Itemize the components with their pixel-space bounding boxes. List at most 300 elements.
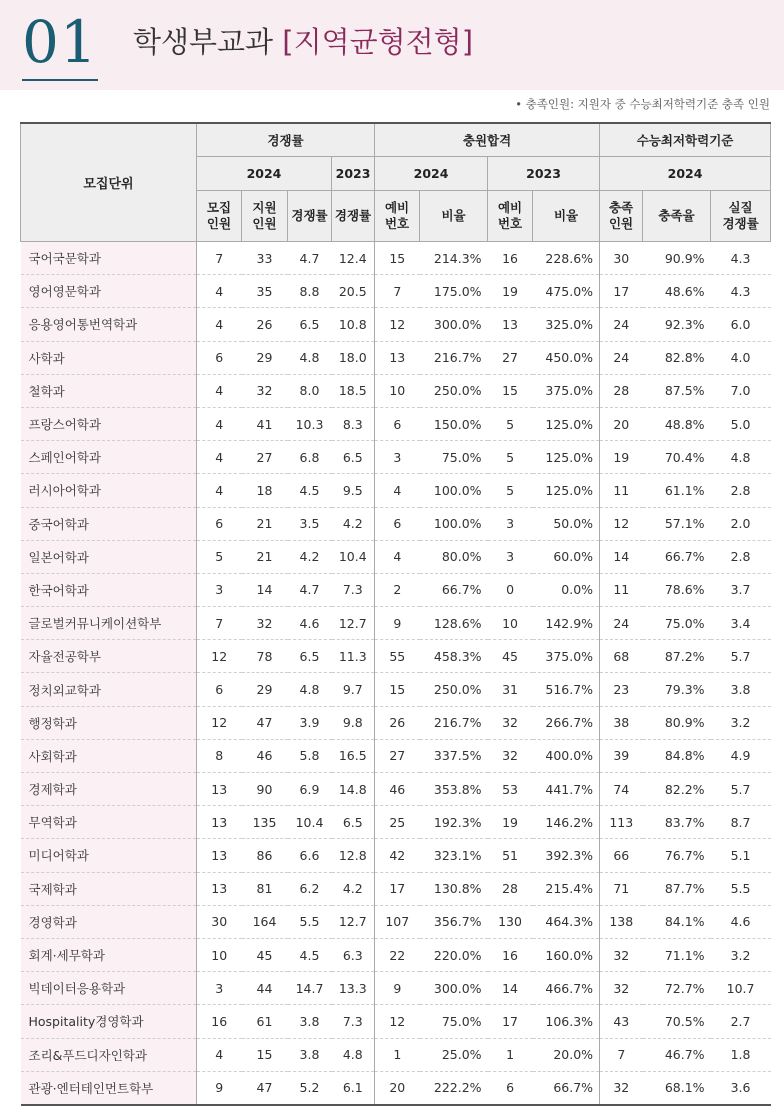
cell-waiting-2024: 9 [375,972,420,1005]
cell-real-rate: 5.7 [711,773,771,806]
cell-rate-2023: 4.8 [332,1038,375,1071]
header-waiting-2024: 예비 번호 [375,191,420,242]
cell-dept: 한국어학과 [21,573,197,606]
cell-ratio-2023: 266.7% [533,706,600,739]
header-add-2024: 2024 [375,157,488,191]
cell-real-rate: 2.0 [711,507,771,540]
cell-recruit: 4 [197,407,242,440]
cell-applicants: 41 [242,407,288,440]
cell-rate-2024: 4.2 [288,540,332,573]
cell-ratio-2024: 458.3% [420,640,488,673]
cell-waiting-2024: 6 [375,407,420,440]
cell-ratio-2024: 356.7% [420,905,488,938]
table-row [21,905,771,938]
cell-real-rate: 4.3 [711,275,771,308]
header-waiting-2023: 예비 번호 [488,191,533,242]
cell-ratio-2023: 400.0% [533,739,600,772]
cell-ratio-2024: 250.0% [420,673,488,706]
table-row [21,540,771,573]
cell-ratio-2023: 441.7% [533,773,600,806]
cell-ratio-2024: 323.1% [420,839,488,872]
table-row [21,441,771,474]
cell-waiting-2023: 17 [488,1005,533,1038]
cell-rate-2023: 7.3 [332,573,375,606]
cell-rate-2024: 4.7 [288,573,332,606]
cell-rate-2023: 4.2 [332,872,375,905]
cell-waiting-2023: 27 [488,341,533,374]
table-row [21,839,771,872]
cell-applicants: 32 [242,374,288,407]
cell-met-rate: 82.2% [643,773,711,806]
cell-waiting-2024: 107 [375,905,420,938]
cell-waiting-2023: 14 [488,972,533,1005]
cell-rate-2023: 13.3 [332,972,375,1005]
cell-dept: 정치외교학과 [21,673,197,706]
cell-applicants: 46 [242,739,288,772]
cell-met-rate: 71.1% [643,938,711,971]
cell-met: 71 [600,872,643,905]
cell-met: 7 [600,1038,643,1071]
header-csat: 수능최저학력기준 [600,123,771,157]
cell-ratio-2023: 392.3% [533,839,600,872]
cell-met-rate: 90.9% [643,242,711,275]
cell-met: 11 [600,573,643,606]
cell-rate-2024: 6.5 [288,308,332,341]
section-number-underline [22,79,98,81]
cell-met-rate: 75.0% [643,607,711,640]
header-recruit: 모집 인원 [197,191,242,242]
header-competition: 경쟁률 [197,123,375,157]
cell-ratio-2024: 66.7% [420,573,488,606]
cell-rate-2023: 12.8 [332,839,375,872]
cell-ratio-2023: 125.0% [533,407,600,440]
cell-dept: 사학과 [21,341,197,374]
cell-real-rate: 3.7 [711,573,771,606]
cell-real-rate: 4.8 [711,441,771,474]
cell-recruit: 4 [197,374,242,407]
cell-met: 28 [600,374,643,407]
cell-ratio-2023: 0.0% [533,573,600,606]
cell-ratio-2023: 50.0% [533,507,600,540]
table-row [21,739,771,772]
cell-real-rate: 6.0 [711,308,771,341]
cell-waiting-2023: 130 [488,905,533,938]
cell-real-rate: 4.3 [711,242,771,275]
cell-recruit: 12 [197,640,242,673]
cell-applicants: 44 [242,972,288,1005]
cell-ratio-2024: 220.0% [420,938,488,971]
cell-rate-2023: 18.0 [332,341,375,374]
table-row [21,806,771,839]
cell-applicants: 47 [256,1080,273,1096]
cell-rate-2023: 9.8 [332,706,375,739]
cell-met-rate: 72.7% [643,972,711,1005]
table-row [21,972,771,1005]
cell-rate-2023: 10.8 [332,308,375,341]
cell-rate-2023: 6.3 [332,938,375,971]
cell-met-rate: 76.7% [643,839,711,872]
cell-waiting-2023: 15 [488,374,533,407]
cell-recruit: 7 [197,607,242,640]
cell-rate-2023: 4.2 [332,507,375,540]
cell-waiting-2023: 3 [488,540,533,573]
cell-rate-2024: 4.7 [288,242,332,275]
cell-waiting-2023: 45 [488,640,533,673]
cell-rate-2024: 6.9 [288,773,332,806]
cell-met: 24 [600,308,643,341]
table-body [21,242,771,1105]
cell-rate-2023: 14.8 [332,773,375,806]
cell-met: 17 [600,275,643,308]
cell-real-rate: 3.8 [711,673,771,706]
cell-ratio-2024: 150.0% [420,407,488,440]
cell-met: 32 [600,938,643,971]
title-main: 학생부교과 [133,25,274,59]
cell-rate-2024: 3.8 [288,1038,332,1071]
cell-met: 11 [600,474,643,507]
cell-waiting-2023: 51 [488,839,533,872]
cell-waiting-2024: 9 [375,607,420,640]
cell-ratio-2023: 142.9% [533,607,600,640]
cell-dept: 행정학과 [21,706,197,739]
cell-applicants: 45 [242,938,288,971]
cell-rate-2023: 9.5 [332,474,375,507]
cell-rate-2024: 5.8 [288,739,332,772]
header-add-2023: 2023 [488,157,600,191]
cell-applicants: 33 [242,242,288,275]
cell-rate-2023: 6.1 [332,1071,375,1105]
cell-met-rate: 80.9% [643,706,711,739]
cell-met: 12 [600,507,643,540]
cell-ratio-2023: 228.6% [533,242,600,275]
cell-ratio-2023: 464.3% [533,905,600,938]
cell-met-rate: 84.8% [643,739,711,772]
cell-recruit: 8 [197,739,242,772]
table-row [21,374,771,407]
cell-rate-2024: 3.5 [288,507,332,540]
cell-met-rate: 87.2% [643,640,711,673]
cell-waiting-2024: 15 [375,673,420,706]
cell-real-rate: 3.2 [711,938,771,971]
cell-applicants: 32 [242,607,288,640]
cell-real-rate: 3.4 [711,607,771,640]
cell-real-rate: 3.2 [711,706,771,739]
cell-met: 32 [613,1080,630,1096]
cell-recruit: 4 [197,474,242,507]
cell-met: 24 [600,607,643,640]
header-additional: 충원합격 [375,123,600,157]
cell-waiting-2023: 1 [488,1038,533,1071]
table-row [21,706,771,739]
cell-dept: 스페인어학과 [21,441,197,474]
cell-dept: 러시아어학과 [21,474,197,507]
cell-waiting-2024: 46 [375,773,420,806]
cell-dept: 국제학과 [21,872,197,905]
cell-met: 138 [600,905,643,938]
cell-rate-2023: 7.3 [332,1005,375,1038]
cell-dept: 일본어학과 [21,540,197,573]
cell-met-rate: 83.7% [643,806,711,839]
results-table [20,122,771,1106]
cell-recruit: 5 [197,540,242,573]
table-row [21,872,771,905]
cell-waiting-2024: 42 [375,839,420,872]
cell-ratio-2023: 466.7% [533,972,600,1005]
cell-dept: 국어국문학과 [21,242,197,275]
cell-met-rate: 82.8% [643,341,711,374]
table-row [21,1005,771,1038]
cell-met: 66 [600,839,643,872]
table-row [21,673,771,706]
cell-met: 68 [600,640,643,673]
cell-ratio-2024: 250.0% [420,374,488,407]
cell-rate-2024: 4.8 [288,673,332,706]
cell-ratio-2023: 375.0% [533,374,600,407]
cell-dept: 글로벌커뮤니케이션학부 [21,607,197,640]
cell-real-rate: 4.6 [711,905,771,938]
cell-met-rate: 87.5% [643,374,711,407]
cell-ratio-2024: 300.0% [420,308,488,341]
cell-ratio-2023: 160.0% [533,938,600,971]
cell-waiting-2024: 13 [375,341,420,374]
table-row [21,507,771,540]
cell-waiting-2024: 10 [375,374,420,407]
cell-real-rate: 3.6 [730,1080,751,1096]
cell-waiting-2024: 17 [375,872,420,905]
table-row [21,773,771,806]
cell-dept: 중국어학과 [21,507,197,540]
cell-rate-2024: 6.5 [288,640,332,673]
cell-recruit: 13 [197,872,242,905]
results-table-wrap [20,122,770,1106]
cell-real-rate: 5.5 [711,872,771,905]
cell-waiting-2024: 25 [375,806,420,839]
cell-rate-2023: 20.5 [332,275,375,308]
cell-applicants: 14 [242,573,288,606]
cell-waiting-2023: 5 [488,407,533,440]
cell-met: 20 [600,407,643,440]
cell-ratio-2023: 125.0% [533,441,600,474]
cell-applicants: 21 [242,540,288,573]
cell-waiting-2024: 4 [375,540,420,573]
cell-ratio-2024: 216.7% [420,341,488,374]
table-row [21,308,771,341]
cell-applicants: 29 [242,341,288,374]
cell-recruit: 9 [215,1080,224,1096]
cell-ratio-2024: 80.0% [420,540,488,573]
cell-met-rate: 66.7% [643,540,711,573]
header-ratio-2023: 비율 [533,191,600,242]
cell-waiting-2024: 22 [375,938,420,971]
cell-waiting-2023: 19 [488,806,533,839]
cell-recruit: 13 [197,806,242,839]
cell-applicants: 164 [242,905,288,938]
cell-recruit: 10 [197,938,242,971]
cell-met-rate: 61.1% [643,474,711,507]
cell-real-rate: 4.9 [711,739,771,772]
cell-recruit: 6 [197,341,242,374]
header-csat-2024: 2024 [600,157,771,191]
cell-met: 113 [600,806,643,839]
cell-dept: 미디어학과 [21,839,197,872]
header-met-rate: 충족율 [643,191,711,242]
cell-waiting-2024: 6 [375,507,420,540]
cell-met-rate: 46.7% [643,1038,711,1071]
cell-rate-2023: 10.4 [332,540,375,573]
cell-dept: 영어영문학과 [21,275,197,308]
cell-applicants: 15 [242,1038,288,1071]
table-row [21,607,771,640]
cell-rate-2024: 8.0 [288,374,332,407]
cell-rate-2023: 6.5 [332,441,375,474]
table-row [21,275,771,308]
cell-ratio-2023: 325.0% [533,308,600,341]
cell-waiting-2023: 5 [488,441,533,474]
cell-rate-2024: 10.4 [288,806,332,839]
cell-met: 23 [600,673,643,706]
cell-waiting-2023: 31 [488,673,533,706]
cell-real-rate: 10.7 [711,972,771,1005]
cell-rate-2023: 12.7 [332,905,375,938]
cell-real-rate: 1.8 [711,1038,771,1071]
cell-recruit: 3 [197,573,242,606]
cell-dept: 프랑스어학과 [21,407,197,440]
cell-met-rate: 87.7% [643,872,711,905]
cell-dept: 빅데이터응용학과 [21,972,197,1005]
cell-rate-2024: 10.3 [288,407,332,440]
cell-recruit: 6 [197,507,242,540]
cell-met-rate: 70.4% [643,441,711,474]
cell-real-rate: 7.0 [711,374,771,407]
cell-rate-2023: 6.5 [332,806,375,839]
cell-applicants: 90 [242,773,288,806]
cell-ratio-2023: 475.0% [533,275,600,308]
cell-applicants: 26 [242,308,288,341]
cell-waiting-2023: 10 [488,607,533,640]
cell-rate-2024: 4.6 [288,607,332,640]
cell-dept: 응용영어통번역학과 [21,308,197,341]
cell-met-rate: 92.3% [643,308,711,341]
cell-met: 19 [600,441,643,474]
cell-rate-2023: 9.7 [332,673,375,706]
cell-ratio-2023: 375.0% [533,640,600,673]
cell-rate-2024: 4.5 [288,938,332,971]
cell-ratio-2023: 20.0% [533,1038,600,1071]
cell-dept: 경영학과 [21,905,197,938]
cell-waiting-2023: 16 [488,938,533,971]
cell-dept: 회계·세무학과 [21,938,197,971]
header-rate-2024: 경쟁률 [288,191,332,242]
cell-recruit: 3 [197,972,242,1005]
cell-rate-2024: 4.8 [288,341,332,374]
table-row [21,573,771,606]
cell-applicants: 35 [242,275,288,308]
cell-rate-2023: 12.7 [332,607,375,640]
cell-met-rate: 84.1% [643,905,711,938]
cell-ratio-2024: 337.5% [420,739,488,772]
cell-waiting-2023: 5 [488,474,533,507]
cell-dept: 조리&푸드디자인학과 [21,1038,197,1071]
cell-recruit: 4 [197,1038,242,1071]
cell-applicants: 47 [242,706,288,739]
cell-rate-2023: 11.3 [332,640,375,673]
header-ratio-2024: 비율 [420,191,488,242]
cell-met: 32 [600,972,643,1005]
table-row [21,938,771,971]
cell-recruit: 30 [197,905,242,938]
cell-rate-2023: 8.3 [332,407,375,440]
cell-rate-2023: 16.5 [332,739,375,772]
cell-applicants: 18 [242,474,288,507]
cell-recruit: 7 [197,242,242,275]
cell-ratio-2024: 192.3% [420,806,488,839]
table-row [21,474,771,507]
footnote: • 충족인원: 지원자 중 수능최저학력기준 충족 인원 [515,97,770,111]
cell-waiting-2023: 32 [488,706,533,739]
cell-waiting-2023: 16 [488,242,533,275]
header-comp-2024: 2024 [197,157,332,191]
cell-waiting-2024: 7 [375,275,420,308]
cell-rate-2024: 3.9 [288,706,332,739]
cell-waiting-2023: 0 [488,573,533,606]
cell-waiting-2024: 12 [375,308,420,341]
header-rate-2023: 경쟁률 [332,191,375,242]
cell-ratio-2024: 25.0% [420,1038,488,1071]
cell-met-rate: 79.3% [643,673,711,706]
cell-met: 74 [600,773,643,806]
cell-recruit: 12 [197,706,242,739]
cell-real-rate: 4.0 [711,341,771,374]
cell-ratio-2023: 106.3% [533,1005,600,1038]
cell-ratio-2024: 100.0% [420,474,488,507]
cell-waiting-2023: 32 [488,739,533,772]
cell-recruit: 4 [197,441,242,474]
cell-waiting-2023: 28 [488,872,533,905]
cell-met-rate: 57.1% [643,507,711,540]
cell-ratio-2023: 146.2% [533,806,600,839]
cell-ratio-2023: 450.0% [533,341,600,374]
table-row [21,341,771,374]
cell-real-rate: 5.1 [711,839,771,872]
cell-waiting-2023: 13 [488,308,533,341]
cell-recruit: 13 [197,773,242,806]
section-number: 01 [22,8,98,76]
cell-ratio-2024: 353.8% [420,773,488,806]
cell-real-rate: 2.8 [711,474,771,507]
cell-rate-2024: 5.5 [288,905,332,938]
cell-waiting-2023: 53 [488,773,533,806]
cell-rate-2024: 8.8 [288,275,332,308]
cell-applicants: 61 [242,1005,288,1038]
cell-applicants: 21 [242,507,288,540]
cell-waiting-2023: 19 [488,275,533,308]
cell-dept: 무역학과 [21,806,197,839]
cell-met: 38 [600,706,643,739]
cell-waiting-2024: 55 [375,640,420,673]
cell-ratio-2024: 75.0% [420,1005,488,1038]
cell-dept: 관광·엔터테인먼트학부 [21,1071,197,1105]
cell-rate-2023: 18.5 [332,374,375,407]
cell-ratio-2024: 175.0% [420,275,488,308]
table-row [21,640,771,673]
header-met: 충족 인원 [600,191,643,242]
cell-rate-2024: 6.6 [288,839,332,872]
cell-waiting-2023: 3 [488,507,533,540]
cell-real-rate: 8.7 [711,806,771,839]
cell-met-rate: 70.5% [643,1005,711,1038]
cell-met-rate: 48.6% [643,275,711,308]
cell-real-rate: 5.7 [711,640,771,673]
